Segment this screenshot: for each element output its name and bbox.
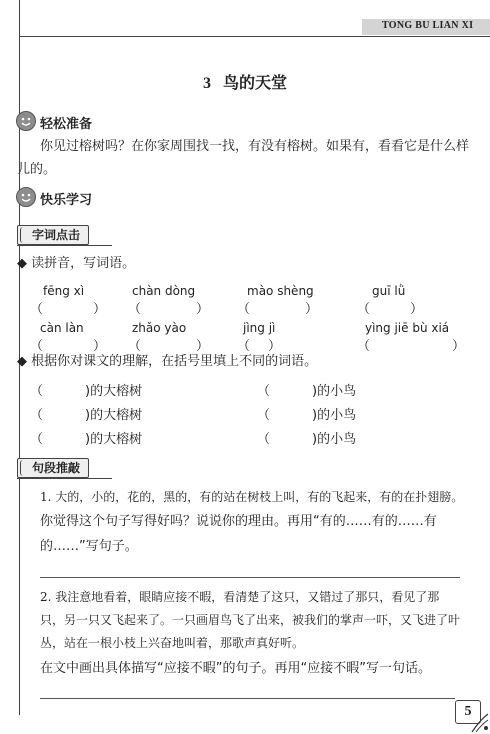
pinyin-label: guī lǜ: [372, 284, 406, 298]
answer-line[interactable]: [40, 577, 460, 578]
q1-text: 1. 大的，小的，花的，黑的，有的站在树枝上叫，有的飞起来，有的在扑翅膀。: [40, 490, 464, 504]
smiley-icon: [16, 187, 36, 207]
answer-line[interactable]: [40, 698, 455, 699]
tag-underline: [17, 245, 112, 246]
section-prepare-label: 轻松准备: [40, 117, 93, 132]
fill-blank-bird[interactable]: （ )的小鸟: [257, 432, 357, 447]
page-corner-deco-icon: [470, 712, 490, 734]
lesson-title-text: 鸟的天堂: [222, 73, 287, 92]
page-number: 5: [455, 700, 481, 724]
q1-ask-line1: 你觉得这个句子写得好吗？说说你的理由。再用“有的……有的……有: [40, 514, 437, 529]
fill-blank-bird[interactable]: （ )的小鸟: [257, 384, 357, 399]
q2-text-line3: 丛，站在一根小枝上兴奋地叫着，那歌声真好听。: [40, 636, 305, 650]
instruction-pinyin: ◆ 读拼音，写词语。: [17, 256, 136, 271]
q2-ask: 在文中画出具体描写“应接不暇”的句子。再用“应接不暇”写一句话。: [40, 661, 431, 676]
lesson-number: 3: [202, 75, 211, 92]
tag-underline: [17, 478, 112, 479]
prepare-text-line1: 你见过榕树吗？在你家周围找一找，有没有榕树。如果有，看看它是什么样: [40, 139, 470, 154]
paragraph-section-tag: [17, 458, 89, 478]
q2-text-line2: 只，另一只又飞起来了。一只画眉鸟飞了出来，被我们的掌声一吓，又飞进了叶: [40, 613, 461, 627]
answer-blank[interactable]: （ ）: [128, 302, 210, 317]
header-rule: [19, 36, 490, 37]
paragraph-section-tag-label: 句段推敲: [32, 461, 81, 475]
answer-blank[interactable]: （ ）: [237, 339, 282, 354]
pinyin-label: càn làn: [40, 321, 84, 335]
q2-text-line1: 2. 我注意地看着，眼睛应接不暇，看清楚了这只，又错过了那只，看见了那: [40, 590, 440, 604]
pinyin-label: jìng jì: [243, 321, 276, 335]
fill-blank-tree[interactable]: （ )的大榕树: [30, 408, 143, 423]
q1-ask-line2: 的……”写句子。: [40, 539, 138, 554]
word-section-tag-label: 字词点击: [32, 228, 81, 242]
pinyin-label: chàn dòng: [132, 284, 196, 298]
scroll-curl-icon: [20, 460, 27, 476]
pinyin-label: zhǎo yào: [132, 321, 187, 335]
scroll-curl-icon: [20, 227, 27, 243]
series-label: TONG BU LIAN XI: [382, 20, 474, 31]
answer-blank[interactable]: （ ）: [30, 302, 107, 317]
answer-blank[interactable]: （ ）: [357, 302, 424, 317]
instruction-fill: ◆ 根据你对课文的理解，在括号里填上不同的词语。: [17, 354, 318, 369]
pinyin-label: yìng jiē bù xiá: [365, 321, 450, 335]
answer-blank[interactable]: （ ）: [237, 302, 319, 317]
answer-blank[interactable]: （ ）: [357, 339, 466, 354]
answer-blank[interactable]: （ ）: [30, 339, 107, 354]
section-learn-label: 快乐学习: [40, 193, 93, 208]
pinyin-label: mào shèng: [247, 284, 314, 298]
word-section-tag: [17, 225, 89, 245]
answer-blank[interactable]: （ ）: [128, 339, 210, 354]
fill-blank-tree[interactable]: （ )的大榕树: [30, 384, 143, 399]
pinyin-label: fēng xì: [43, 284, 85, 298]
lesson-title: [0, 70, 490, 93]
fill-blank-tree[interactable]: （ )的大榕树: [30, 432, 143, 447]
fill-blank-bird[interactable]: （ )的小鸟: [257, 408, 357, 423]
prepare-text-line2: 儿的。: [17, 162, 57, 177]
smiley-icon: [16, 111, 36, 131]
